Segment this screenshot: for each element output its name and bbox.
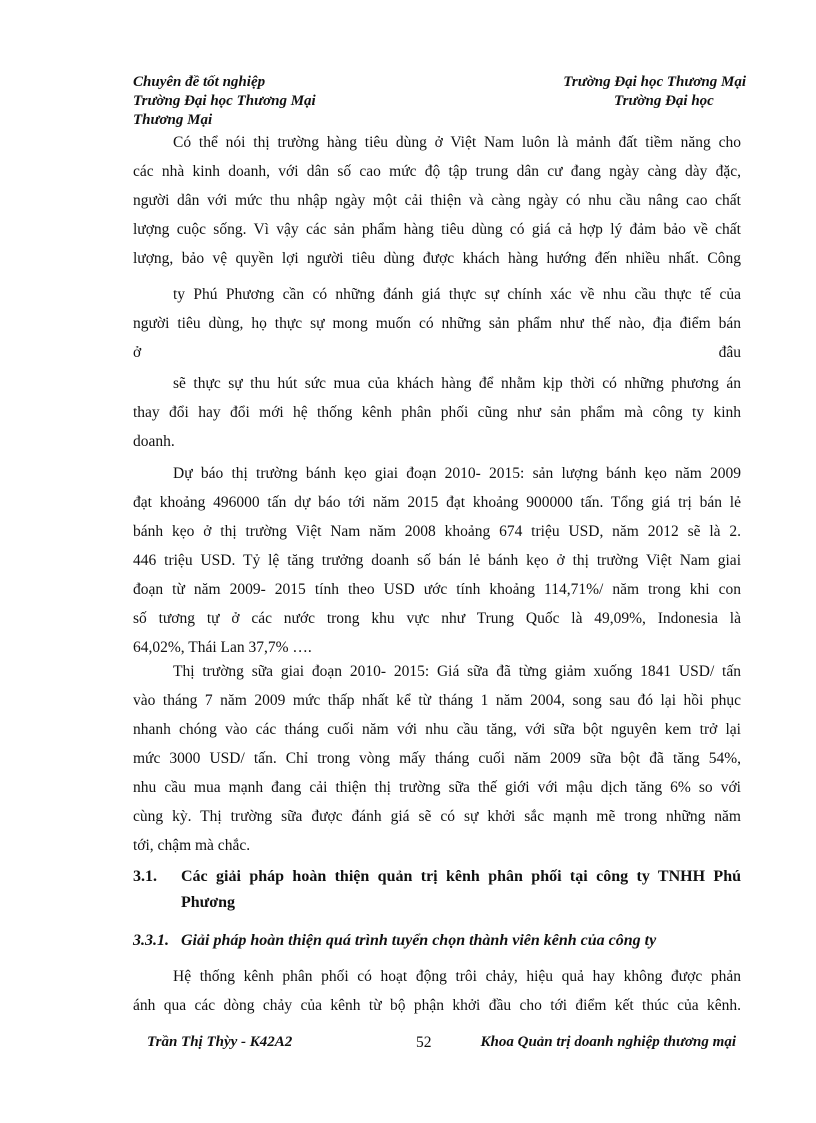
text-line: 64,02%, Thái Lan 37,7% …. <box>133 639 312 656</box>
text-line: vào tháng 7 năm 2009 mức thấp nhất kể từ tháng 1 năm 2004, song sau đó lại hồi phục <box>133 692 741 709</box>
paragraph-1 <box>133 128 741 273</box>
subsection-title: Giải pháp hoàn thiện quá trình tuyển chọn thành viên kênh của công ty <box>181 932 657 949</box>
text-line: nhu cầu mua mạnh đang cải thiện thị trường sữa thế giới với mậu dịch tăng 6% so với <box>133 779 741 796</box>
subsection-number: 3.3.1. <box>133 932 169 949</box>
text-line: các nhà kinh doanh, với dân số cao mức độ tập trung dân cư đang ngày càng dày đặc, <box>133 163 741 180</box>
text-line: số tương tự ở các nước trong khu vực như Trung Quốc là 49,09%, Indonesia là <box>133 610 741 627</box>
text-line: cùng kỳ. Thị trường sữa được đánh giá sẽ có sự khởi sắc mạnh mẽ trong những năm <box>133 808 741 825</box>
text-line: ty Phú Phương cần có những đánh giá thực sự chính xác về nhu cầu thực tế của <box>173 286 741 303</box>
header-left-line3: Thương Mại <box>133 112 213 128</box>
section-title-line1: Các giải pháp hoàn thiện quản trị kênh phân phối tại công ty TNHH Phú <box>181 868 741 885</box>
header-right-line1: Trường Đại học Thương Mại <box>563 74 746 90</box>
text-line: Dự báo thị trường bánh kẹo giai đoạn 2010- 2015: sản lượng bánh kẹo năm 2009 <box>173 465 741 482</box>
header-left-line2: Trường Đại học Thương Mại <box>133 93 316 109</box>
header-right-line2: Trường Đại học <box>614 93 714 109</box>
footer-department: Khoa Quản trị doanh nghiệp thương mại <box>480 1034 736 1050</box>
section-number: 3.1. <box>133 868 157 885</box>
paragraph-2 <box>133 280 741 338</box>
paragraph-5 <box>133 657 741 860</box>
text-line: Có thể nói thị trường hàng tiêu dùng ở Việt Nam luôn là mảnh đất tiềm năng cho <box>173 134 741 151</box>
paragraph-4 <box>133 459 741 662</box>
text-line: 446 triệu USD. Tỷ lệ tăng trưởng doanh số bán lẻ bánh kẹo ở thị trường Việt Nam giai <box>133 552 741 569</box>
page-number: 52 <box>416 1034 432 1051</box>
paragraph-3 <box>133 369 741 456</box>
text-line: doanh. <box>133 433 175 450</box>
header-left-line1: Chuyên đề tốt nghiệp <box>133 74 266 90</box>
orphan-word-left: ở <box>133 344 142 361</box>
text-line: mức 3000 USD/ tấn. Chỉ trong vòng mấy tháng cuối năm 2009 sữa bột đã tăng 54%, <box>133 750 741 767</box>
text-line: ánh qua các dòng chảy của kênh từ bộ phận khởi đầu cho tới điểm kết thúc của kênh. <box>133 997 741 1014</box>
text-line: đạt khoảng 496000 tấn dự báo tới năm 2015 đạt khoảng 900000 tấn. Tổng giá trị bán lẻ <box>133 494 741 511</box>
text-line: thay đổi hay đổi mới hệ thống kênh phân phối cũng như sản phẩm mà công ty kinh <box>133 404 741 421</box>
text-line: Thị trường sữa giai đoạn 2010- 2015: Giá sữa đã từng giảm xuống 1841 USD/ tấn <box>173 663 741 680</box>
text-line: người dân với mức thu nhập ngày một cải thiện và càng ngày có nhu cầu nâng cao chất <box>133 192 741 209</box>
text-line: lượng, bảo vệ quyền lợi người tiêu dùng được khách hàng hướng đến nhiều nhất. Công <box>133 250 741 267</box>
text-line: lượng cuộc sống. Vì vậy các sản phẩm hàng tiêu dùng có giá cả hợp lý đảm bảo về chất <box>133 221 741 238</box>
text-line: đoạn từ năm 2009- 2015 tính theo USD ước tính khoảng 114,71%/ năm trong khi con <box>133 581 741 598</box>
footer-author: Trần Thị Thỳy - K42A2 <box>147 1034 293 1050</box>
text-line: nhanh chóng vào các tháng cuối năm với nhu cầu tăng, với sữa bột nguyên kem trở lại <box>133 721 741 738</box>
text-line: Hệ thống kênh phân phối có hoạt động trôi chảy, hiệu quả hay không được phản <box>173 968 741 985</box>
orphan-word-right: đâu <box>718 344 741 361</box>
text-line: bánh kẹo ở thị trường Việt Nam năm 2008 khoảng 674 triệu USD, năm 2012 sẽ là 2. <box>133 523 741 540</box>
text-line: người tiêu dùng, họ thực sự mong muốn có những sản phẩm như thế nào, địa điểm bán <box>133 315 741 332</box>
paragraph-6 <box>133 962 741 1020</box>
text-line: tới, chậm mà chắc. <box>133 837 251 854</box>
section-title-line2: Phương <box>181 894 236 911</box>
text-line: sẽ thực sự thu hút sức mua của khách hàng để nhằm kịp thời có những phương án <box>173 375 741 392</box>
